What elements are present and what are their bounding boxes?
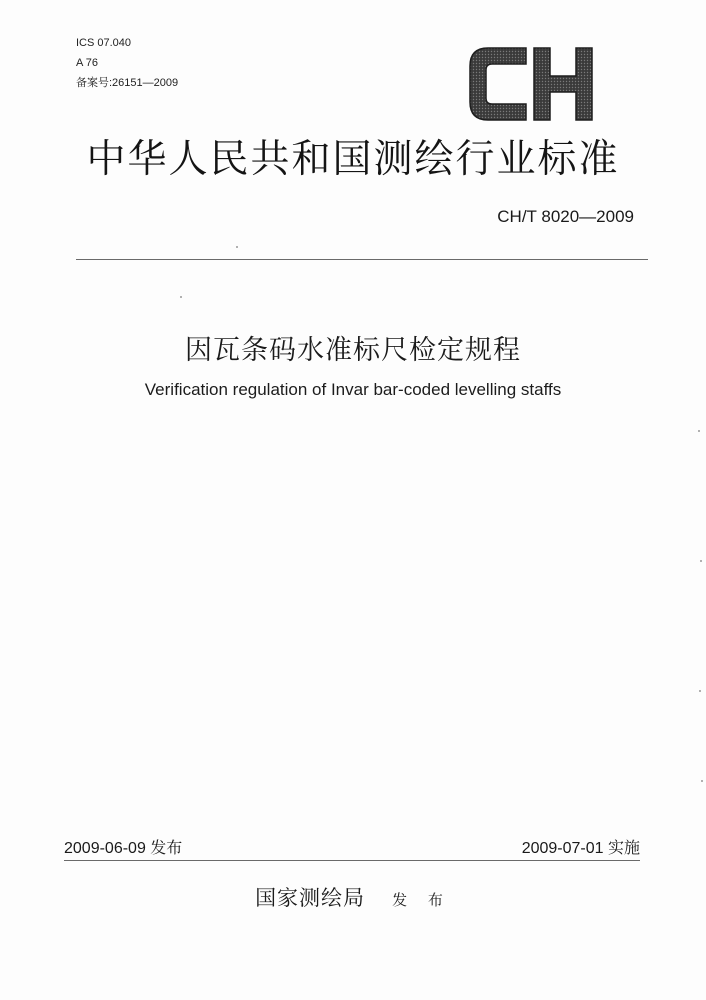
publisher-line [0, 882, 706, 912]
publish-action: 发 布 [392, 891, 451, 909]
document-title-en: Verification regulation of Invar bar-coded levelling staffs [144, 380, 562, 399]
scan-speck [236, 246, 238, 248]
footer-divider [64, 860, 640, 861]
header-divider [76, 259, 648, 260]
classification-block [76, 33, 178, 93]
scan-speck [701, 780, 703, 782]
standard-code: CH/T 8020—2009 [497, 207, 634, 226]
scan-speck [698, 430, 700, 432]
classification-code: A 76 [76, 57, 99, 69]
scan-speck [180, 296, 182, 298]
standard-body-title: 中华人民共和国测绘行业标准 [86, 137, 620, 182]
scan-speck [699, 690, 701, 692]
issue-date: 2009-06-09 发布 [64, 840, 183, 857]
scan-speck [700, 560, 702, 562]
filing-number: 备案号:26151—2009 [76, 77, 179, 89]
publisher-name: 国家测绘局 [255, 886, 366, 910]
implementation-date: 2009-07-01 实施 [521, 840, 640, 857]
ch-logo [466, 44, 596, 124]
document-title-cn: 因瓦条码水准标尺检定规程 [185, 335, 521, 366]
ics-code: ICS 07.040 [76, 37, 132, 49]
